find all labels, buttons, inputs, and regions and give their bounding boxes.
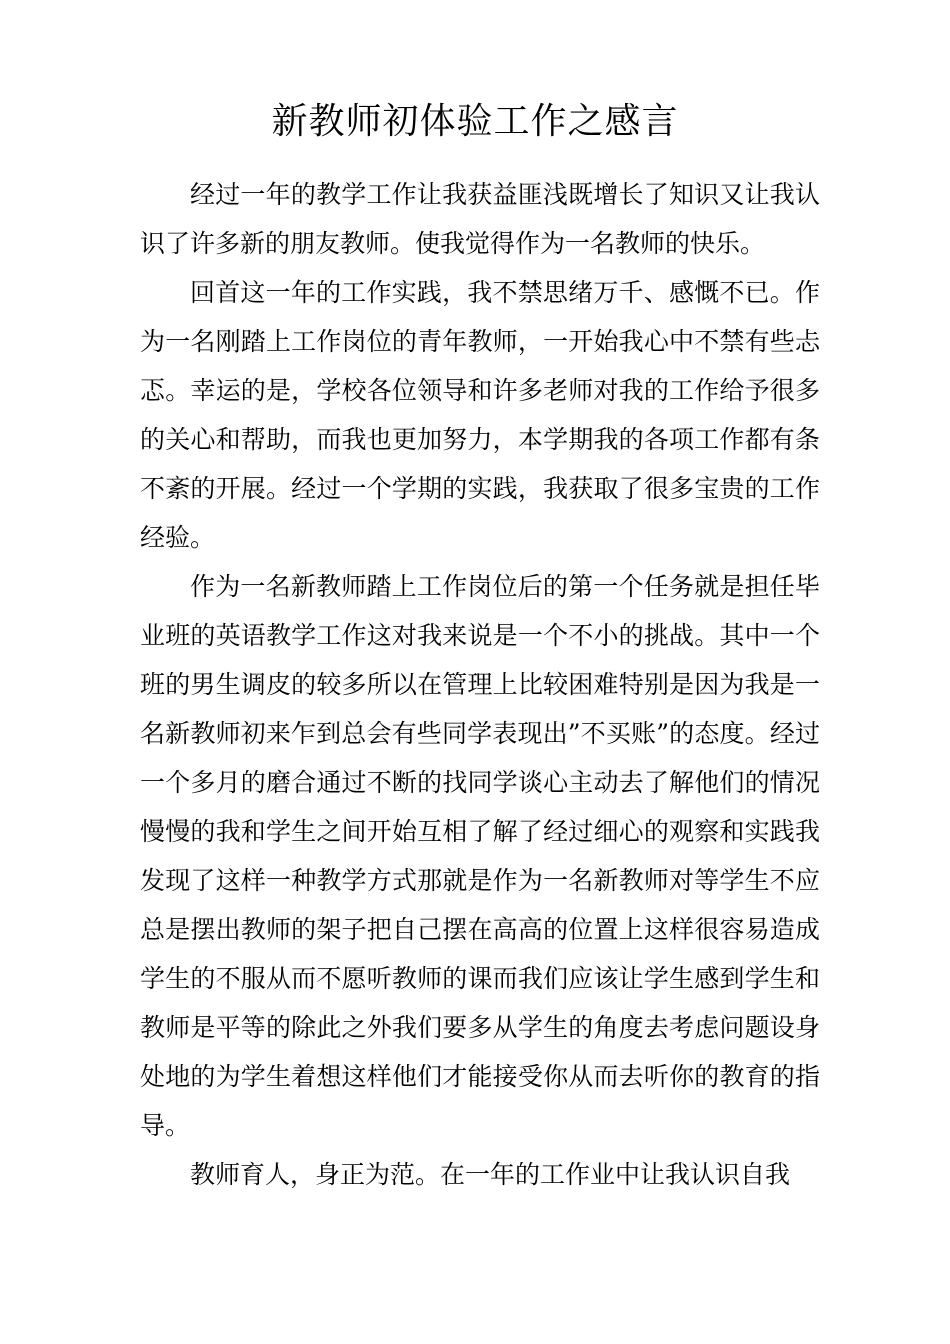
paragraph-1: 经过一年的教学工作让我获益匪浅既增长了知识又让我认识了许多新的朋友教师。使我觉得作为一名教师的快乐。 xyxy=(140,180,820,258)
paragraph-4: 教师育人，身正为范。在一年的工作业中让我认识自我 xyxy=(190,1160,791,1189)
paragraph-2: 回首这一年的工作实践，我不禁思绪万千、感慨不已。作为一名刚踏上工作岗位的青年教师，一开始我心中不禁有些忐忑。幸运的是，学校各位领导和许多老师对我的工作给予很多的关心和帮助，而我也更加努力，本学期我的各项工作都有条不紊的开展。经过一个学期的实践，我获取了很多宝贵的工作经验。 xyxy=(140,278,820,552)
document-title: 新教师初体验工作之感言 xyxy=(271,101,679,142)
document-body xyxy=(140,170,820,1199)
paragraph-3: 作为一名新教师踏上工作岗位后的第一个任务就是担任毕业班的英语教学工作这对我来说是一个不小的挑战。其中一个班的男生调皮的较多所以在管理上比较困难特别是因为我是一名新教师初来乍到总会有些同学表现出”不买账”的态度。经过一个多月的磨合通过不断的找同学谈心主动去了解他们的情况慢慢的我和学生之间开始互相了解了经过细心的观察和实践我发现了这样一种教学方式那就是作为一名新教师对等学生不应总是摆出教师的架子把自己摆在高高的位置上这样很容易造成学生的不服从而不愿听教师的课而我们应该让学生感到学生和教师是平等的除此之外我们要多从学生的角度去考虑问题设身处地的为学生着想这样他们才能接受你从而去听你的教育的指导。 xyxy=(140,572,820,1140)
